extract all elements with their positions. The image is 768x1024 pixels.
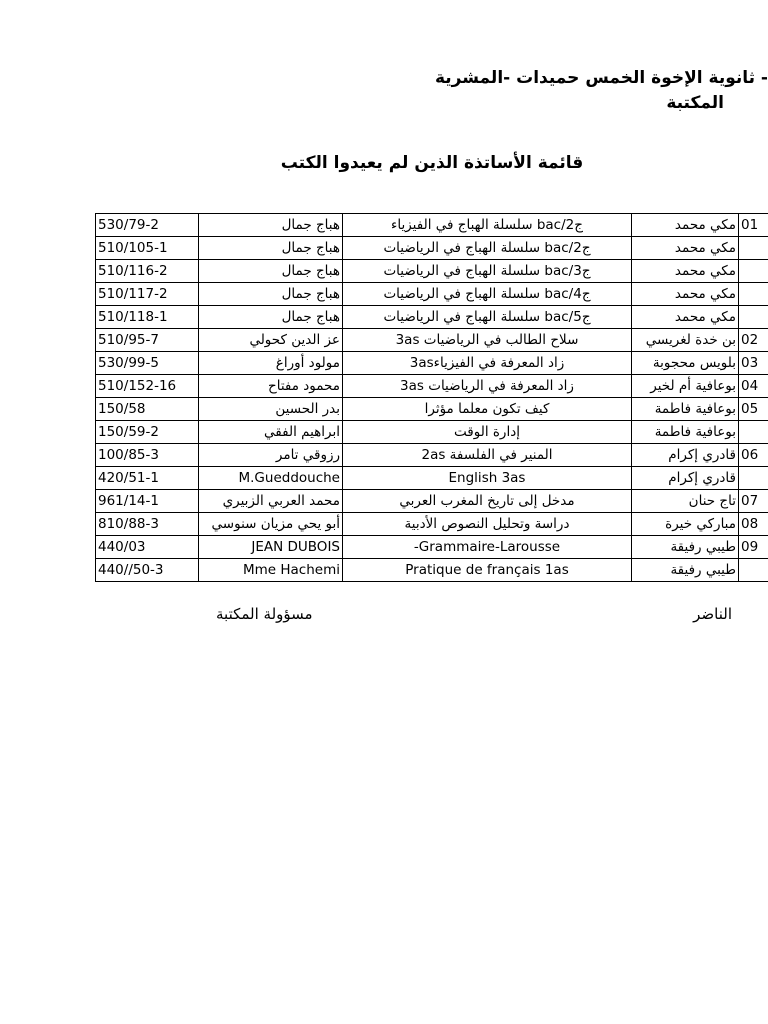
teacher-name-cell: بلويس محجوبة xyxy=(632,352,739,375)
author-cell: هباج جمال xyxy=(199,306,343,329)
book-title-cell: ج2/bac سلسلة الهباج في الرياضيات xyxy=(343,237,632,260)
librarian-signature-label: مسؤولة المكتبة xyxy=(216,605,313,623)
row-number-cell: 05 xyxy=(739,398,768,421)
table-row xyxy=(96,536,768,559)
author-cell: هباج جمال xyxy=(199,260,343,283)
book-title-cell: كيف تكون معلما مؤثرا xyxy=(343,398,632,421)
author-cell: بدر الحسين xyxy=(199,398,343,421)
row-number-cell: 06 xyxy=(739,444,768,467)
book-title-cell: English 3as xyxy=(343,467,632,490)
book-title-cell: Grammaire-Larousse- xyxy=(343,536,632,559)
table-row xyxy=(96,490,768,513)
teacher-name-cell: مكي محمد xyxy=(632,306,739,329)
book-code-cell: 961/14-1 xyxy=(96,490,199,513)
row-number-cell: 07 xyxy=(739,490,768,513)
table-row xyxy=(96,260,768,283)
row-number-cell: 02 xyxy=(739,329,768,352)
principal-signature-label: الناضر xyxy=(693,605,732,623)
author-cell: مولود أوراغ xyxy=(199,352,343,375)
book-code-cell: 510/95-7 xyxy=(96,329,199,352)
table-row xyxy=(96,398,768,421)
teacher-name-cell: بوعافية فاطمة xyxy=(632,398,739,421)
teacher-name-cell: بوعافية فاطمة xyxy=(632,421,739,444)
teacher-name-cell: مباركي خيرة xyxy=(632,513,739,536)
author-cell: رزوقي تامر xyxy=(199,444,343,467)
school-name-line: - ثانوية الإخوة الخمس حميدات -المشرية xyxy=(434,68,768,88)
table-row xyxy=(96,329,768,352)
book-code-cell: 510/152-16 xyxy=(96,375,199,398)
author-cell: أبو يحي مزيان سنوسي xyxy=(199,513,343,536)
table-row xyxy=(96,283,768,306)
book-title-cell: المنير في الفلسفة 2as xyxy=(343,444,632,467)
table-row xyxy=(96,237,768,260)
book-code-cell: 810/88-3 xyxy=(96,513,199,536)
row-number-cell: 03 xyxy=(739,352,768,375)
author-cell: محمد العربي الزبيري xyxy=(199,490,343,513)
row-number-cell xyxy=(739,306,768,329)
table-row xyxy=(96,513,768,536)
row-number-cell: 01 xyxy=(739,214,768,237)
teacher-name-cell: مكي محمد xyxy=(632,237,739,260)
author-cell: هباج جمال xyxy=(199,214,343,237)
book-title-cell: Pratique de français 1as xyxy=(343,559,632,582)
book-title-cell: سلاح الطالب في الرياضيات 3as xyxy=(343,329,632,352)
row-number-cell: 08 xyxy=(739,513,768,536)
book-title-cell: زاد المعرفة في الرياضيات 3as xyxy=(343,375,632,398)
row-number-cell xyxy=(739,260,768,283)
book-title-cell: ج4/bac سلسلة الهباج في الرياضيات xyxy=(343,283,632,306)
teacher-name-cell: بن خدة لغريسي xyxy=(632,329,739,352)
teacher-name-cell: طيبي رفيقة xyxy=(632,536,739,559)
book-title-cell: زاد المعرفة في الفيزياء3as xyxy=(343,352,632,375)
row-number-cell xyxy=(739,559,768,582)
book-code-cell: 150/59-2 xyxy=(96,421,199,444)
library-line: المكتبة xyxy=(666,93,724,113)
book-code-cell: 510/116-2 xyxy=(96,260,199,283)
book-title-cell: دراسة وتحليل النصوص الأدبية xyxy=(343,513,632,536)
book-code-cell: 440/03 xyxy=(96,536,199,559)
table-row xyxy=(96,214,768,237)
row-number-cell xyxy=(739,283,768,306)
author-cell: Mme Hachemi xyxy=(199,559,343,582)
teacher-name-cell: قادري إكرام xyxy=(632,444,739,467)
table-row xyxy=(96,467,768,490)
book-code-cell: 510/105-1 xyxy=(96,237,199,260)
teacher-name-cell: طيبي رفيقة xyxy=(632,559,739,582)
row-number-cell: 09 xyxy=(739,536,768,559)
book-title-cell: ج2/bac سلسلة الهباج في الفيزياء xyxy=(343,214,632,237)
teacher-name-cell: قادري إكرام xyxy=(632,467,739,490)
table-row xyxy=(96,444,768,467)
unreturned-books-table xyxy=(95,213,768,582)
book-title-cell: مدخل إلى تاريخ المغرب العربي xyxy=(343,490,632,513)
document-title: قائمة الأساتذة الذين لم يعيدوا الكتب xyxy=(280,153,584,173)
book-title-cell: ج3/bac سلسلة الهباج في الرياضيات xyxy=(343,260,632,283)
row-number-cell: 04 xyxy=(739,375,768,398)
author-cell: ابراهيم الفقي xyxy=(199,421,343,444)
table-row xyxy=(96,421,768,444)
book-code-cell: 510/118-1 xyxy=(96,306,199,329)
teacher-name-cell: مكي محمد xyxy=(632,283,739,306)
row-number-cell xyxy=(739,237,768,260)
book-code-cell: 510/117-2 xyxy=(96,283,199,306)
teacher-name-cell: تاج حنان xyxy=(632,490,739,513)
author-cell: محمود مفتاح xyxy=(199,375,343,398)
row-number-cell xyxy=(739,421,768,444)
book-title-cell: إدارة الوقت xyxy=(343,421,632,444)
book-code-cell: 100/85-3 xyxy=(96,444,199,467)
row-number-cell xyxy=(739,467,768,490)
book-code-cell: 530/99-5 xyxy=(96,352,199,375)
author-cell: عز الدين كحولي xyxy=(199,329,343,352)
table-row xyxy=(96,375,768,398)
table-row xyxy=(96,352,768,375)
author-cell: JEAN DUBOIS xyxy=(199,536,343,559)
book-code-cell: 530/79-2 xyxy=(96,214,199,237)
teacher-name-cell: مكي محمد xyxy=(632,260,739,283)
book-code-cell: 440//50-3 xyxy=(96,559,199,582)
author-cell: M.Gueddouche xyxy=(199,467,343,490)
table-row xyxy=(96,559,768,582)
teacher-name-cell: بوعافية أم لخير xyxy=(632,375,739,398)
book-code-cell: 420/51-1 xyxy=(96,467,199,490)
book-code-cell: 150/58 xyxy=(96,398,199,421)
author-cell: هباج جمال xyxy=(199,237,343,260)
teacher-name-cell: مكي محمد xyxy=(632,214,739,237)
author-cell: هباج جمال xyxy=(199,283,343,306)
book-title-cell: ج5/bac سلسلة الهباج في الرياضيات xyxy=(343,306,632,329)
table-row xyxy=(96,306,768,329)
